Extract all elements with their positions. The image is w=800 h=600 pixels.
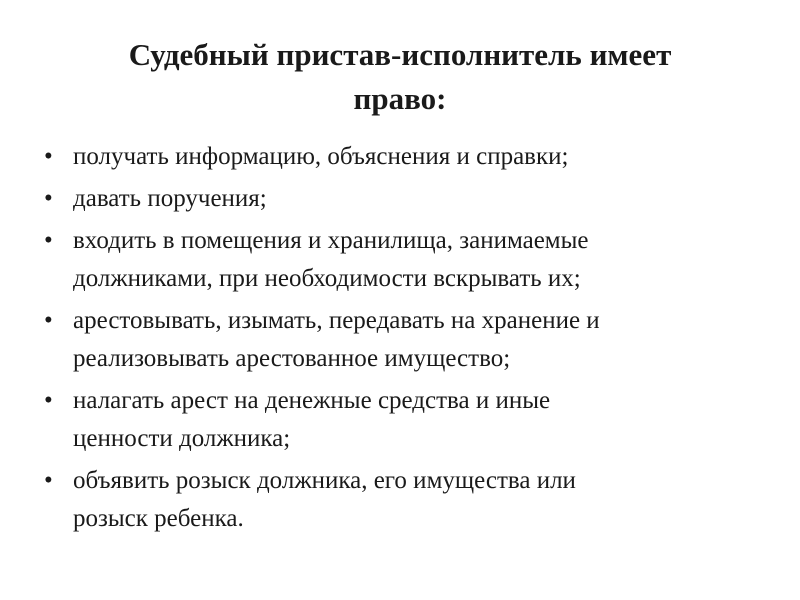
list-item	[44, 180, 764, 218]
bullet-icon: •	[44, 307, 53, 334]
slide-title	[80, 33, 720, 121]
list-item	[44, 462, 764, 538]
bullet-icon: •	[44, 227, 53, 254]
list-item-line: объявить розыск должника, его имущества или	[73, 467, 576, 494]
list-item	[44, 222, 764, 298]
list-item-line: входить в помещения и хранилища, занимаемые	[73, 227, 589, 254]
list-item	[44, 382, 764, 458]
bullet-icon: •	[44, 185, 53, 212]
bullet-icon: •	[44, 387, 53, 414]
list-item-line: арестовывать, изымать, передавать на хранение и	[73, 307, 600, 334]
list-item-line: должниками, при необходимости вскрывать их;	[73, 265, 581, 292]
list-item-line: реализовывать арестованное имущество;	[73, 345, 511, 372]
bullet-list	[44, 138, 764, 542]
list-item	[44, 302, 764, 378]
list-item-line: ценности должника;	[73, 425, 291, 452]
bullet-icon: •	[44, 467, 53, 494]
list-item-line: получать информацию, объяснения и справки;	[73, 143, 569, 170]
slide-title-line-1: Судебный пристав-исполнитель имеет	[128, 37, 672, 72]
slide-title-line-2: право:	[353, 81, 447, 116]
list-item-line: розыск ребенка.	[73, 505, 244, 532]
list-item-line: давать поручения;	[73, 185, 267, 212]
bullet-icon: •	[44, 143, 53, 170]
list-item	[44, 138, 764, 176]
list-item-line: налагать арест на денежные средства и иные	[73, 387, 551, 414]
